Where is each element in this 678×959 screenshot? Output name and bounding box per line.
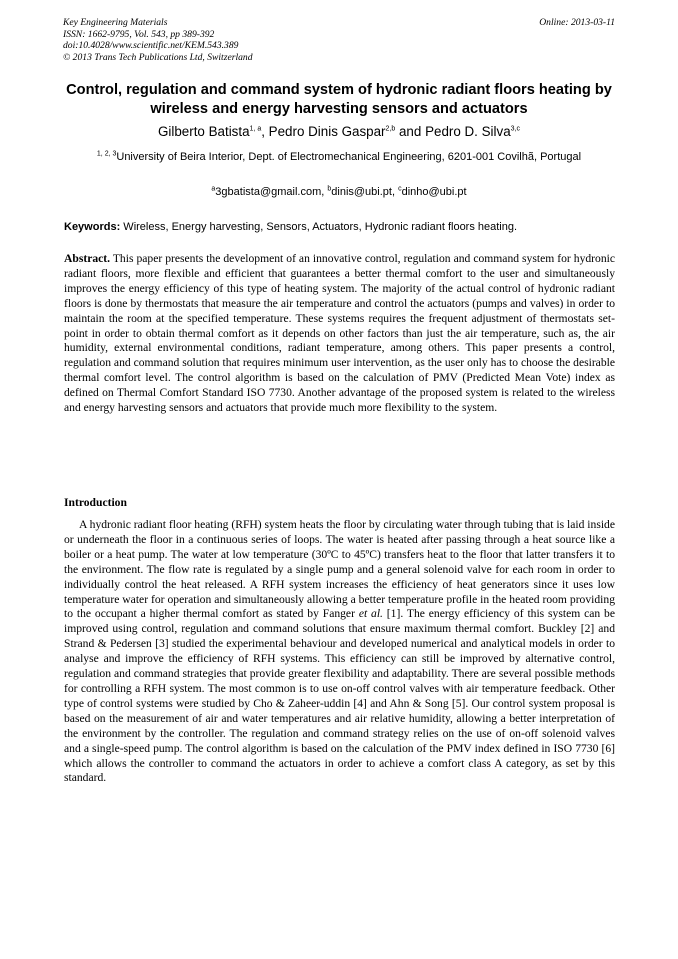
email-mark: a (211, 185, 216, 193)
keywords (64, 220, 616, 234)
author-separator: and (395, 124, 426, 139)
author-separator: , (261, 124, 269, 139)
author-name: Pedro D. Silva (425, 124, 511, 139)
online-date: Online: 2013-03-11 (539, 17, 615, 28)
introduction-paragraph (64, 518, 615, 786)
keywords-label: Keywords: (64, 221, 121, 233)
abstract-label: Abstract. (64, 252, 111, 265)
email-separator: , (391, 186, 399, 198)
doi-line: doi:10.4028/www.scientific.net/KEM.543.389 (63, 40, 239, 51)
intro-italic-text: et al. (358, 607, 383, 621)
paper-title: Control, regulation and command system of hydronic radiant floors heating by wireless and energy harvesting sensors and actuators (66, 82, 612, 117)
email-list (40, 185, 638, 199)
email-link[interactable]: 3gbatista@gmail.com (215, 186, 322, 198)
journal-header (63, 17, 253, 63)
author-affil-mark: 2,b (385, 125, 396, 133)
author-affil-mark: 1, a (249, 125, 262, 133)
author-name: Pedro Dinis Gaspar (268, 124, 386, 139)
author-list (40, 123, 638, 140)
abstract (64, 252, 615, 416)
author-name: Gilberto Batista (157, 124, 250, 139)
email-mark: c (398, 185, 402, 193)
section-heading-introduction: Introduction (64, 496, 127, 509)
issn-line: ISSN: 1662-9795, Vol. 543, pp 389-392 (63, 28, 215, 40)
intro-text: [1]. The energy efficiency of this system can be improved using control, regulation and command solutions that ensure maximum thermal comfort. Buckley [2] and Strand & Pedersen [3] studied the experimental behaviour and developed numerical and analytical models in order to analyse and improve the efficiency of RFH systems. This efficiency can still be improved by alternative control, regulation and command strategies that provide greater flexibility and adaptability. There are several possible methods for controlling a RFH system. The most common is to use on-off control valves with air temperature feedback. Other type of control systems were studied by Cho & Zaheer-uddin [4] and Ahn & Song [5]. Our control system proposal is based on the measurement of air and water temperatures and air relative humidity, allowing a better interpretation of the environment by the controller. The regulation and command strategy relies on the use of on-off solenoid valves and a single-speed pump. The control algorithm is based on the calculation of the PMV index defined in ISO 7730 [6] which allows the controller to command the actuators in order to achieve a comfort class A category, as set by this standard. (64, 607, 615, 785)
email-link[interactable]: dinis@ubi.pt (331, 186, 392, 198)
email-mark: b (327, 185, 332, 193)
affiliation (80, 149, 598, 165)
abstract-text: This paper presents the development of an innovative control, regulation and command system for hydronic radiant floors, more flexible and efficient that guarantees a better thermal comfort to the user and simultaneously improves the energy efficiency of this type of heating system. The majority of the actual control of hydronic radiant floors is done by thermostats that measure the air temperature and control the actuators (pumps and valves) in order to maintain the room at the specified temperature. These systems requires the frequent adjustment of thermostats set-point in order to obtain thermal comfort as it depends on other factors than just the air temperature, such as, the air humidity, external environmental conditions, radiant temperature, among others. This paper presents a control, regulation and command solution that requires minimum user intervention, as the user only has to choose the desirable thermal comfort level. The control algorithm is based on the calculation of PMV (Predicted Mean Vote) index as defined on Thermal Comfort Standard ISO 7730. Another advantage of the proposed system is related to the wireless and energy harvesting sensors and actuators that provide much more flexibility to the system. (64, 252, 615, 415)
affiliation-mark: 1, 2, 3 (96, 150, 117, 158)
journal-name: Key Engineering Materials (63, 17, 168, 28)
email-separator: , (321, 186, 328, 198)
intro-text: A hydronic radiant floor heating (RFH) system heats the floor by circulating water through tubing that is laid inside or underneath the floor in a continuous series of loops. The water is heated after passing through a heat source like a boiler or a heat pump. The water at low temperature (30ºC to 45ºC) transfers heat to the floor that latter transfers it to the environment. The flow rate is regulated by a single pump and a general solenoid valve for each room in order to individually control the heat released. A RFH system increases the efficiency of heat generators since it uses low temperature water for operation and simultaneously allowing a better temperature profile in the heated room providing to the occupant a higher thermal comfort as stated by Fanger (64, 518, 615, 621)
keywords-text: Wireless, Energy harvesting, Sensors, Actuators, Hydronic radiant floors heating. (120, 221, 518, 233)
copyright-line: © 2013 Trans Tech Publications Ltd, Switzerland (63, 51, 253, 63)
affiliation-text: University of Beira Interior, Dept. of Electromechanical Engineering, 6201-001 Covilhã, Portugal (116, 151, 582, 163)
author-affil-mark: 3,c (510, 125, 520, 133)
email-link[interactable]: dinho@ubi.pt (401, 186, 467, 198)
